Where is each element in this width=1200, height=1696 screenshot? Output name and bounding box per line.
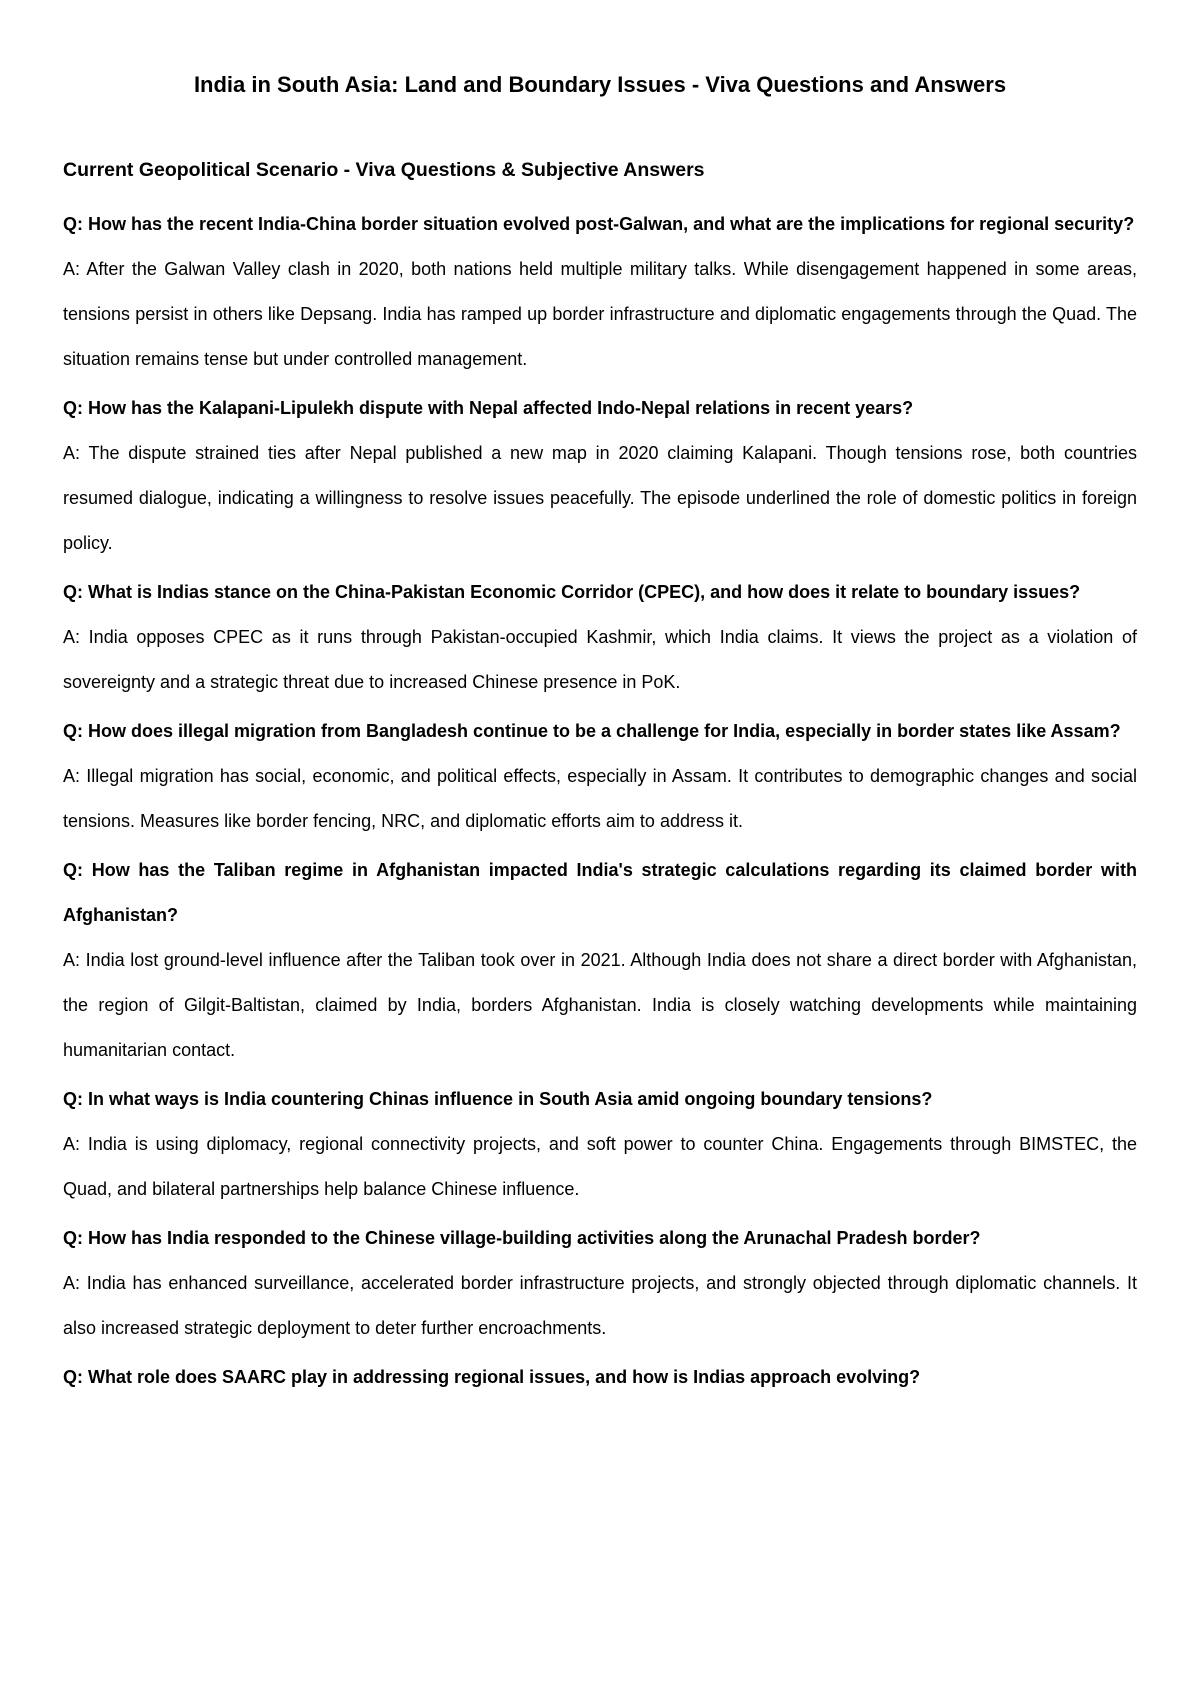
qa-item (63, 1216, 1137, 1351)
qa-item (63, 848, 1137, 1073)
answer-7: A: India has enhanced surveillance, accelerated border infrastructure projects, and strongly objected through diplomatic channels. It also increased strategic deployment to deter further encroachments. (63, 1273, 1137, 1338)
question-7: Q: How has India responded to the Chinese village-building activities along the Arunachal Pradesh border? (63, 1228, 981, 1248)
qa-item (63, 1077, 1137, 1212)
document-title: India in South Asia: Land and Boundary Issues - Viva Questions and Answers (193, 72, 1007, 97)
section-heading: Current Geopolitical Scenario - Viva Questions & Subjective Answers (63, 159, 705, 181)
answer-2: A: The dispute strained ties after Nepal published a new map in 2020 claiming Kalapani. Though tensions rose, both countries resumed dialogue, indicating a willingness to resolve issues peacefully. The episode underlined the role of domestic politics in foreign policy. (63, 443, 1137, 553)
qa-item (63, 1355, 1137, 1400)
question-5: Q: How has the Taliban regime in Afghanistan impacted India's strategic calculations regarding its claimed border with Afghanistan? (63, 860, 1137, 925)
answer-4: A: Illegal migration has social, economic, and political effects, especially in Assam. It contributes to demographic changes and social tensions. Measures like border fencing, NRC, and diplomatic efforts aim to address it. (63, 766, 1137, 831)
answer-6: A: India is using diplomacy, regional connectivity projects, and soft power to counter China. Engagements through BIMSTEC, the Quad, and bilateral partnerships help balance Chinese influence. (63, 1134, 1137, 1199)
question-4: Q: How does illegal migration from Bangladesh continue to be a challenge for India, especially in border states like Assam? (63, 721, 1121, 741)
question-3: Q: What is Indias stance on the China-Pakistan Economic Corridor (CPEC), and how does it relate to boundary issues? (63, 582, 1081, 602)
qa-item (63, 202, 1137, 382)
qa-list (63, 202, 1137, 1400)
question-6: Q: In what ways is India countering Chinas influence in South Asia amid ongoing boundary tensions? (63, 1089, 933, 1109)
qa-item (63, 709, 1137, 844)
qa-item (63, 386, 1137, 566)
question-8: Q: What role does SAARC play in addressing regional issues, and how is Indias approach evolving? (63, 1367, 921, 1387)
question-1: Q: How has the recent India-China border situation evolved post-Galwan, and what are the implications for regional security? (63, 214, 1135, 234)
answer-5: A: India lost ground-level influence after the Taliban took over in 2021. Although India does not share a direct border with Afghanistan, the region of Gilgit-Baltistan, claimed by India, borders Afghanistan. India is closely watching developments while maintaining humanitarian contact. (63, 950, 1137, 1060)
answer-1: A: After the Galwan Valley clash in 2020, both nations held multiple military talks. While disengagement happened in some areas, tensions persist in others like Depsang. India has ramped up border infrastructure and diplomatic engagements through the Quad. The situation remains tense but under controlled management. (63, 259, 1137, 369)
qa-item (63, 570, 1137, 705)
answer-3: A: India opposes CPEC as it runs through Pakistan-occupied Kashmir, which India claims. It views the project as a violation of sovereignty and a strategic threat due to increased Chinese presence in PoK. (63, 627, 1137, 692)
question-2: Q: How has the Kalapani-Lipulekh dispute with Nepal affected Indo-Nepal relations in recent years? (63, 398, 914, 418)
